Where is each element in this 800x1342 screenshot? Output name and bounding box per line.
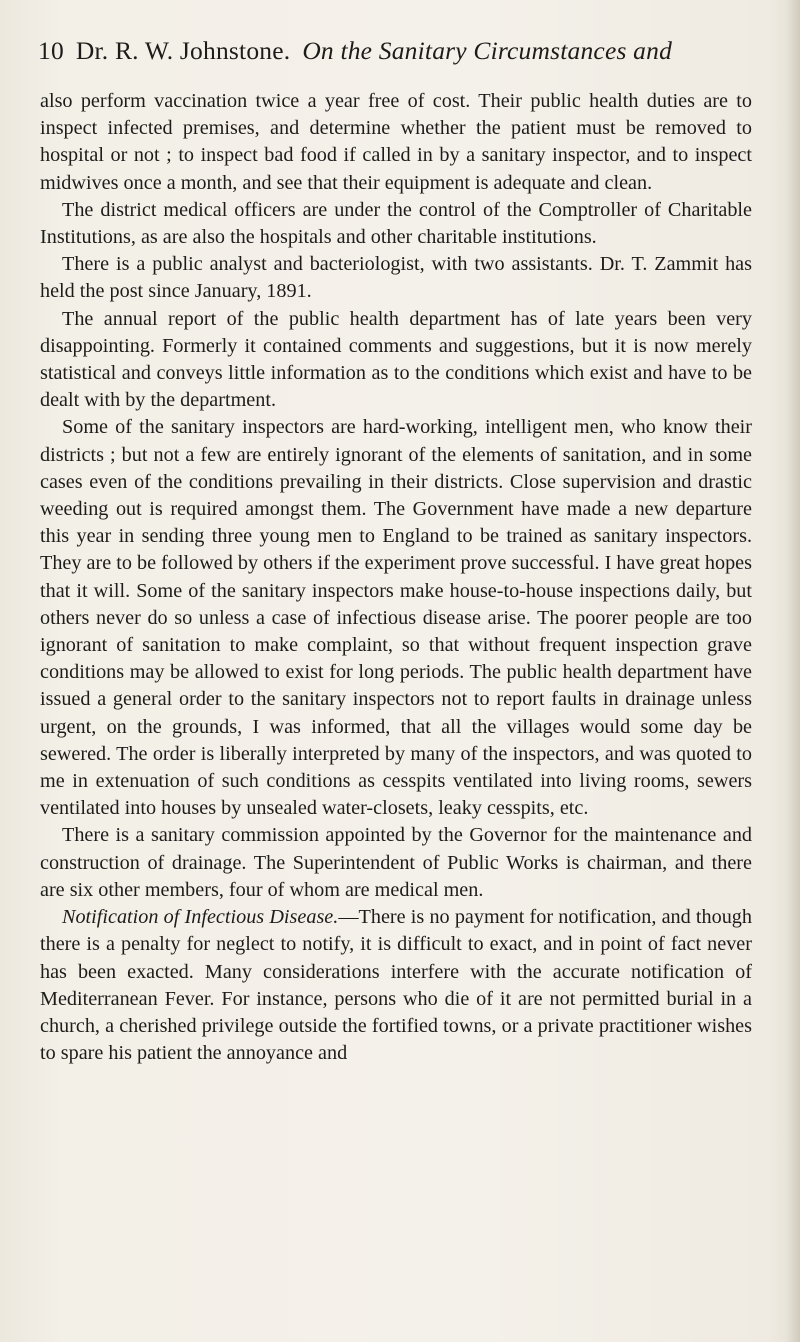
paragraph-public-analyst: There is a public analyst and bacteriologist, with two assistants. Dr. T. Zammit has held the post since January, 1891. [40,253,752,303]
paragraph-sanitary-commission: There is a sanitary commission appointed by the Governor for the maintenance and construction of drainage. The Superintendent of Public Works is chairman, and there are six other members, four of whom are medical men. [40,824,752,901]
section-heading-notification: Notification of Infectious Disease. [62,906,339,929]
paragraph-notification [40,904,752,1067]
page-edge-shadow [786,0,800,1342]
notification-text: —There is no payment for notification, and though there is a penalty for neglect to notify, it is difficult to exact, and in point of fact never has been exacted. Many considerations interfere with the accurate notification of Mediterranean Fever. For instance, persons who die of it are not permitted burial in a church, a cherished privilege outside the fortified towns, or a private practitioner wishes to spare his patient the annoyance and [40,906,752,1065]
paragraph-vaccination-duties: also perform vaccination twice a year free of cost. Their public health duties are to inspect infected premises, and determine whether the patient must be removed to hospital or not ; to inspect bad food if called in by a sanitary inspector, and to inspect midwives once a month, and see that their equipment is adequate and clean. [40,90,752,194]
paragraph-district-medical-officers: The district medical officers are under the control of the Comptroller of Charitable Institutions, as are also the hospitals and other charitable institutions. [40,198,752,249]
running-head-title: On the Sanitary Circumstances and [302,36,673,65]
body-text [40,88,752,1067]
paragraph-sanitary-inspectors: Some of the sanitary inspectors are hard-working, intelligent men, who know their districts ; but not a few are entirely ignorant of the elements of sanitation, and in some cases even of the conditions prevailing in their districts. Close supervision and drastic weeding out is required amongst them. The Government have made a new departure this year in sending three young men to England to be trained as sanitary inspectors. They are to be followed by others if the experiment prove successful. I have great hopes that it will. Some of the sanitary inspectors make house-to-house inspections daily, but others never do so unless a case of infectious disease arise. The poorer people are too ignorant of sanitation to make complaint, so that without frequent inspection grave conditions may be allowed to exist for long periods. The public health department have issued a general order to the sanitary inspectors not to report faults in drainage unless urgent, on the grounds, I was informed, that all the villages would some day be sewered. The order is liberally interpreted by many of the inspectors, and was quoted to me in extenuation of such conditions as cesspits ventilated into living rooms, sewers ventilated into houses by unsealed water-closets, leaky cesspits, etc. [40,416,752,820]
page-number: 10 [38,36,64,65]
paragraph-annual-report: The annual report of the public health department has of late years been very disappointing. Formerly it contained comments and suggestions, but it is now merely statistical and conveys little information as to the conditions which exist and have to be dealt with by the department. [40,307,752,412]
running-head-author: Dr. R. W. Johnstone. [75,36,291,65]
running-head [38,36,768,66]
